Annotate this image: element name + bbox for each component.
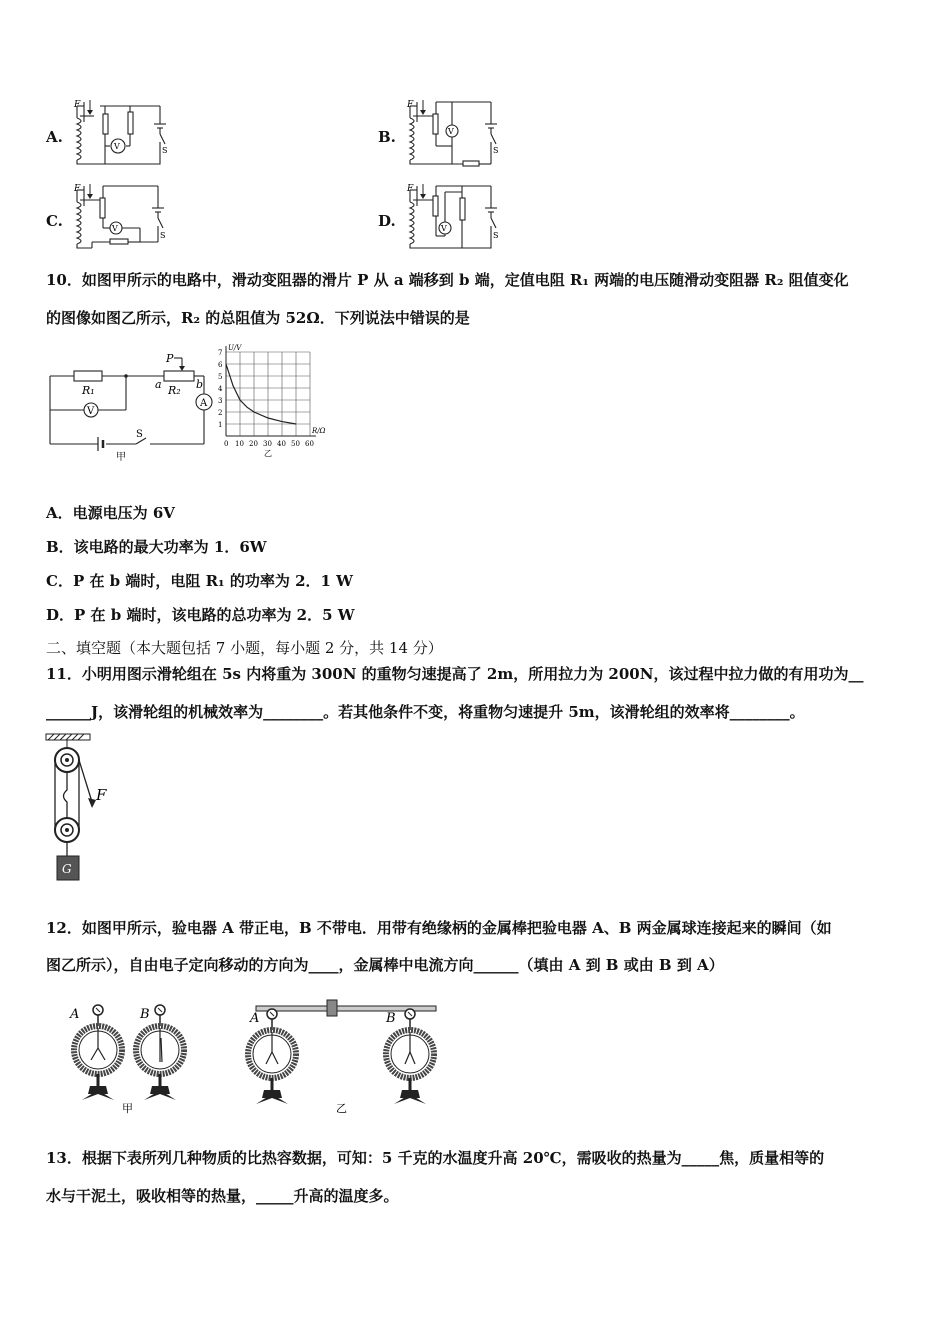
q9-circuit-c xyxy=(70,182,170,252)
q9-circuit-b xyxy=(403,98,503,168)
y-tick-label: 6 xyxy=(218,361,223,369)
q10-stem-line2: 的图像如图乙所示，R₂ 的总阻值为 52Ω．下列说法中错误的是 xyxy=(46,309,470,327)
scope-b-label: B xyxy=(140,1007,150,1022)
x-tick-label: 40 xyxy=(277,440,286,448)
voltmeter-label: V xyxy=(112,224,118,233)
q12-stem-line2: 图乙所示），自由电子定向移动的方向为____，金属棒中电流方向______（填由 A 到 B 或由 B 到 A） xyxy=(46,956,724,974)
y-tick-label: 5 xyxy=(218,373,223,381)
u-r-curve xyxy=(226,364,296,424)
force-label: F xyxy=(74,184,81,194)
force-label: F xyxy=(407,184,414,194)
force-label: F xyxy=(96,786,107,804)
caption-left: 甲 xyxy=(122,1102,133,1115)
x-axis-label: R/Ω xyxy=(312,427,326,435)
scope-a-label: A xyxy=(70,1007,80,1022)
scope-b-label-2: B xyxy=(386,1011,396,1026)
weight-label: G xyxy=(62,862,72,876)
q10-option-b: B．该电路的最大功率为 1．6W xyxy=(46,538,267,556)
chart-caption: 乙 xyxy=(264,449,272,458)
slider-p-label: P xyxy=(166,352,174,365)
force-label: F xyxy=(407,100,414,110)
q12-stem-line1: 12．如图甲所示，验电器 A 带正电，B 不带电．用带有绝缘柄的金属棒把验电器 A、B 两金属球连接起来的瞬间（如 xyxy=(46,919,832,937)
y-tick-label: 1 xyxy=(218,421,223,429)
r2-label: R₂ xyxy=(168,384,181,397)
q10-option-a: A．电源电压为 6V xyxy=(46,504,175,522)
caption-right: 乙 xyxy=(336,1102,347,1115)
q10-option-c: C．P 在 b 端时，电阻 R₁ 的功率为 2．1 W xyxy=(46,572,354,590)
voltmeter-label: V xyxy=(448,127,454,136)
switch-label: S xyxy=(160,231,166,240)
ammeter-label: A xyxy=(200,398,208,409)
q9-circuit-d xyxy=(403,182,503,252)
q10-stem-line1: 10．如图甲所示的电路中，滑动变阻器的滑片 P 从 a 端移到 b 端，定值电阻 R₁ 两端的电压随滑动变阻器 R₂ 阻值变化 xyxy=(46,271,849,289)
voltmeter-label: V xyxy=(114,142,120,151)
q9-option-c-label: C. xyxy=(46,212,63,230)
x-tick-label: 0 xyxy=(224,440,229,448)
y-tick-label: 2 xyxy=(218,409,223,417)
scope-a-label-2: A xyxy=(250,1011,260,1026)
voltmeter-label: V xyxy=(441,224,447,233)
q10-u-r-chart xyxy=(210,342,340,470)
x-tick-label: 30 xyxy=(263,440,272,448)
switch-label: S xyxy=(162,146,168,155)
q9-option-b-label: B. xyxy=(378,128,396,146)
force-label: F xyxy=(74,100,81,110)
q9-option-d-label: D. xyxy=(378,212,396,230)
voltmeter-label: V xyxy=(87,406,95,417)
q11-pulley-diagram xyxy=(40,730,120,890)
r1-label: R₁ xyxy=(82,384,95,397)
x-tick-label: 60 xyxy=(305,440,314,448)
end-a-label: a xyxy=(155,378,162,391)
q9-circuit-a xyxy=(70,98,170,168)
x-tick-label: 10 xyxy=(235,440,244,448)
circuit-caption: 甲 xyxy=(116,452,126,463)
switch-label: S xyxy=(493,146,499,155)
q10-circuit-diagram xyxy=(46,352,229,463)
y-tick-label: 4 xyxy=(218,385,223,393)
section-heading: 二、填空题（本大题包括 7 小题，每小题 2 分，共 14 分） xyxy=(46,639,443,657)
switch-label: S xyxy=(136,429,143,440)
q13-stem-line1: 13．根据下表所列几种物质的比热容数据，可知：5 千克的水温度升高 20℃，需吸收的热量为_____焦，质量相等的 xyxy=(46,1149,825,1167)
switch-label: S xyxy=(493,231,499,240)
q9-option-a-label: A. xyxy=(46,128,63,146)
q13-stem-line2: 水与干泥土，吸收相等的热量，_____升高的温度多。 xyxy=(46,1187,399,1205)
x-tick-label: 20 xyxy=(249,440,258,448)
q11-stem-line1: 11．小明用图示滑轮组在 5s 内将重为 300N 的重物匀速提高了 2m，所用拉力为 200N，该过程中拉力做的有用功为__ xyxy=(46,665,864,683)
q10-option-d: D．P 在 b 端时，该电路的总功率为 2．5 W xyxy=(46,606,355,624)
q11-stem-line2: ______J，该滑轮组的机械效率为________。若其他条件不变，将重物匀速提升 5m，该滑轮组的效率将________。 xyxy=(46,703,805,721)
y-tick-label: 7 xyxy=(218,349,223,357)
x-tick-label: 50 xyxy=(291,440,300,448)
y-axis-label: U/V xyxy=(228,344,242,352)
end-b-label: b xyxy=(196,378,204,391)
y-tick-label: 3 xyxy=(218,397,223,405)
q12-electroscope-diagram xyxy=(60,998,460,1118)
